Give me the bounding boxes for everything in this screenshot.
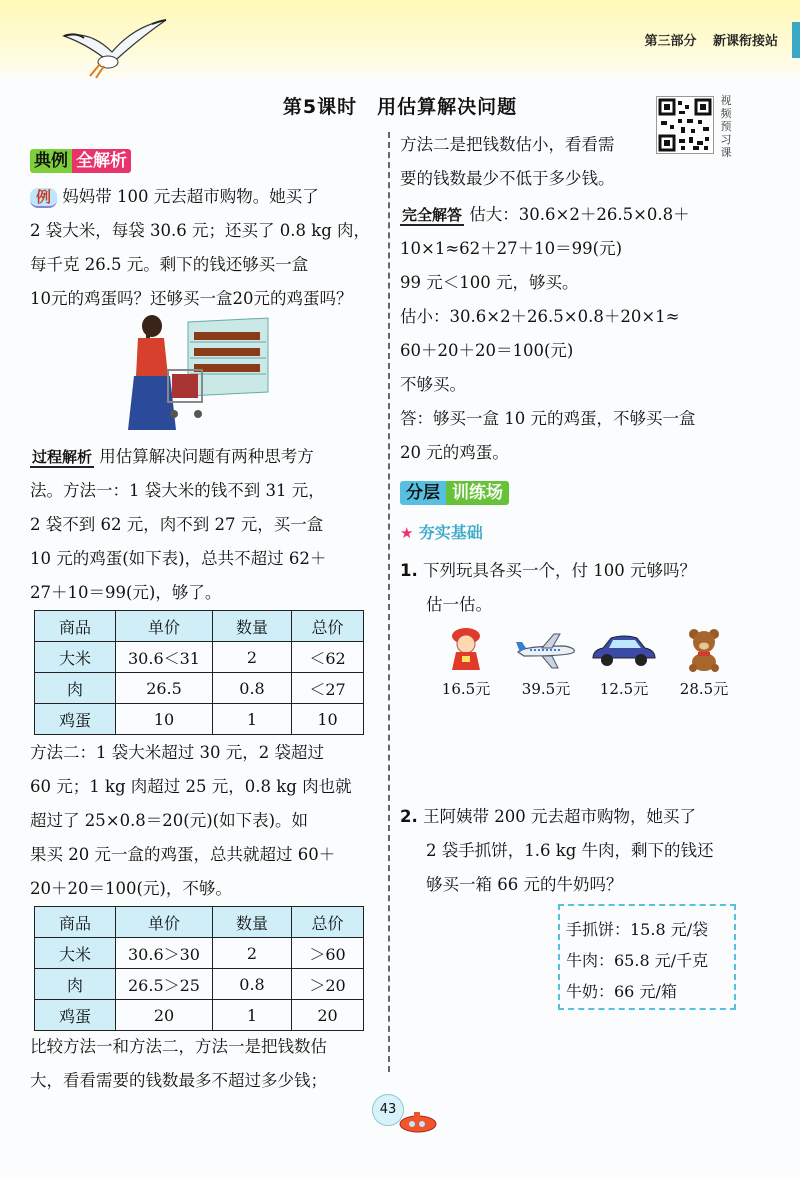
table-cell: 肉: [35, 969, 116, 1000]
tag-example: 典例: [30, 149, 72, 173]
table-header: 商品: [35, 907, 116, 938]
analysis-line: 大，看看需要的钱数最多不超过多少钱；: [30, 1071, 327, 1090]
airplane-icon: [514, 626, 578, 672]
table-cell: 26.5＞25: [116, 969, 213, 1000]
table-cell: 大米: [35, 642, 116, 673]
table-cell: 鸡蛋: [35, 1000, 116, 1031]
table-cell: 20: [116, 1000, 213, 1031]
table-cell: ＜62: [292, 642, 364, 673]
answer-line: 60＋20＋20＝100(元): [400, 341, 574, 360]
question-1: [400, 554, 770, 622]
table-cell: 0.8: [213, 969, 292, 1000]
example-line-4: 10元的鸡蛋吗？还够买一盒20元的鸡蛋吗？: [30, 289, 353, 308]
table-row: [35, 938, 364, 969]
analysis-part-2: [30, 736, 382, 906]
price-line: 牛肉：65.8 元/千克: [566, 951, 709, 970]
analysis-line: 60 元；1 kg 肉超过 25 元，0.8 kg 肉也就: [30, 777, 352, 796]
price-list-box: [558, 904, 736, 1010]
table-cell: ＞60: [292, 938, 364, 969]
subhead-row: [400, 516, 770, 550]
table-row: [35, 1000, 364, 1031]
example-line-2: 2 袋大米，每袋 30.6 元；还买了 0.8 kg 肉，: [30, 221, 371, 240]
column-divider: [388, 132, 390, 1072]
table-header-row: [35, 611, 364, 642]
table-header: 总价: [292, 611, 364, 642]
part-label: 第三部分: [644, 34, 697, 49]
q2-line-3: 够买一箱 66 元的牛奶吗？: [426, 875, 623, 894]
q1-text: 下列玩具各买一个，付 100 元够吗？: [423, 561, 696, 580]
table-cell: 鸡蛋: [35, 704, 116, 735]
table-row: [35, 673, 364, 704]
table-header: 单价: [116, 907, 213, 938]
car-icon: [589, 626, 659, 672]
table-cell: 大米: [35, 938, 116, 969]
table-header: 总价: [292, 907, 364, 938]
answer-line: 答：够买一盒 10 元的鸡蛋，不够买一盒: [400, 409, 696, 428]
full-answer: [400, 198, 770, 470]
q2-text: 王阿姨带 200 元去超市购物，她买了: [423, 807, 696, 826]
table-cell: 2: [213, 938, 292, 969]
toy-doll: [426, 626, 506, 699]
tag-training-field: 训练场: [446, 481, 509, 505]
example-line-1: [30, 180, 382, 214]
header-accent-bar: [792, 22, 800, 58]
analysis-part-3: [30, 1030, 382, 1098]
analysis-line: 果买 20 元一盒的鸡蛋，总共就超过 60＋: [30, 845, 336, 864]
analysis-line-5: 27＋10＝99(元)，够了。: [30, 583, 222, 602]
analysis-line-1: [30, 440, 382, 474]
table-row: [35, 969, 364, 1000]
table-cell: 肉: [35, 673, 116, 704]
table-cell: 10: [116, 704, 213, 735]
method-one-table: [34, 610, 364, 735]
answer-line: 估小：30.6×2＋26.5×0.8＋20×1≈: [400, 307, 680, 326]
shopping-woman-illustration: [128, 314, 274, 432]
question-2: [400, 800, 770, 902]
answer-line-1: [400, 198, 770, 232]
example-text: 妈妈带 100 元去超市购物。她买了: [62, 187, 319, 206]
method-two-continued: [400, 128, 770, 196]
table-cell: 1: [213, 1000, 292, 1031]
toy-price: 28.5元: [679, 680, 729, 698]
q1-line-1: [400, 554, 770, 588]
answer-line: 99 元＜100 元，够买。: [400, 273, 579, 292]
method-two-table: [34, 906, 364, 1031]
analysis-line: 方法二：1 袋大米超过 30 元，2 袋超过: [30, 743, 324, 762]
price-line: 牛奶：66 元/箱: [566, 982, 677, 1001]
teddy-bear-icon: [684, 626, 724, 672]
table-cell: 0.8: [213, 673, 292, 704]
tag-full-analysis: 全解析: [72, 149, 131, 173]
analysis-part-1: [30, 440, 382, 610]
table-header: 数量: [213, 611, 292, 642]
example-body: [30, 180, 382, 316]
example-line-3: 每千克 26.5 元。剩下的钱还够买一盒: [30, 255, 309, 274]
table-cell: 20: [292, 1000, 364, 1031]
table-header: 数量: [213, 907, 292, 938]
analysis-text: 用估算解决问题有两种思考方: [99, 447, 314, 466]
toy-car: [584, 626, 664, 699]
answer-line: 不够买。: [400, 375, 466, 394]
section-label: 新课衔接站: [712, 34, 778, 49]
table-row: [35, 704, 364, 735]
continued-line: 方法二是把钱数估小，看看需: [400, 135, 615, 154]
table-header: 单价: [116, 611, 213, 642]
table-cell: 1: [213, 704, 292, 735]
table-cell: 10: [292, 704, 364, 735]
answer-label: 完全解答: [402, 206, 463, 224]
page-title: 第5课时 用估算解决问题: [282, 96, 518, 118]
basics-subhead: 夯实基础: [418, 523, 483, 542]
running-header: [632, 30, 778, 49]
table-header-row: [35, 907, 364, 938]
q1-line-2: 估一估。: [426, 595, 492, 614]
table-cell: ＜27: [292, 673, 364, 704]
answer-line: 10×1≈62＋27＋10＝99(元): [400, 239, 623, 258]
tag-layered: 分层: [400, 481, 446, 505]
table-header: 商品: [35, 611, 116, 642]
q2-line-2: 2 袋手抓饼，1.6 kg 牛肉，剩下的钱还: [426, 841, 714, 860]
page-number: 43: [372, 1094, 404, 1126]
table-cell: 30.6＞30: [116, 938, 213, 969]
toy-price: 39.5元: [521, 680, 571, 698]
example-heading: [30, 144, 382, 178]
submarine-icon: [398, 1108, 438, 1134]
answer-text: 估大：30.6×2＋26.5×0.8＋: [469, 205, 690, 224]
q1-number: 1.: [400, 561, 418, 580]
table-cell: ＞20: [292, 969, 364, 1000]
example-tag: [30, 144, 131, 178]
continued-line: 要的钱数最少不低于多少钱。: [400, 169, 615, 188]
analysis-label: 过程解析: [32, 448, 93, 466]
seagull-icon: [60, 18, 170, 80]
price-line: 手抓饼：15.8 元/袋: [566, 920, 709, 939]
table-cell: 30.6＜31: [116, 642, 213, 673]
practice-tag: [400, 476, 509, 510]
answer-line: 20 元的鸡蛋。: [400, 443, 509, 462]
analysis-line: 超过了 25×0.8＝20(元)(如下表)。如: [30, 811, 309, 830]
table-cell: 26.5: [116, 673, 213, 704]
toy-airplane: [506, 626, 586, 699]
analysis-line-4: 10 元的鸡蛋(如下表)，总共不超过 62＋: [30, 549, 327, 568]
doll-icon: [446, 626, 486, 672]
analysis-line: 比较方法一和方法二，方法一是把钱数估: [30, 1037, 327, 1056]
q2-number: 2.: [400, 807, 418, 826]
analysis-line: 20＋20＝100(元)，不够。: [30, 879, 232, 898]
toy-price: 12.5元: [599, 680, 649, 698]
table-row: [35, 642, 364, 673]
analysis-line-2: 法。方法一：1 袋大米的钱不到 31 元，: [30, 481, 325, 500]
q2-line-1: [400, 800, 770, 834]
table-cell: 2: [213, 642, 292, 673]
example-label: 例: [30, 188, 57, 208]
toy-price: 16.5元: [441, 680, 491, 698]
practice-heading: [400, 476, 770, 510]
analysis-line-3: 2 袋不到 62 元，肉不到 27 元，买一盒: [30, 515, 324, 534]
star-icon: ★: [400, 524, 414, 542]
qr-caption: 视频预习课: [720, 94, 732, 159]
toy-teddy-bear: [664, 626, 744, 699]
